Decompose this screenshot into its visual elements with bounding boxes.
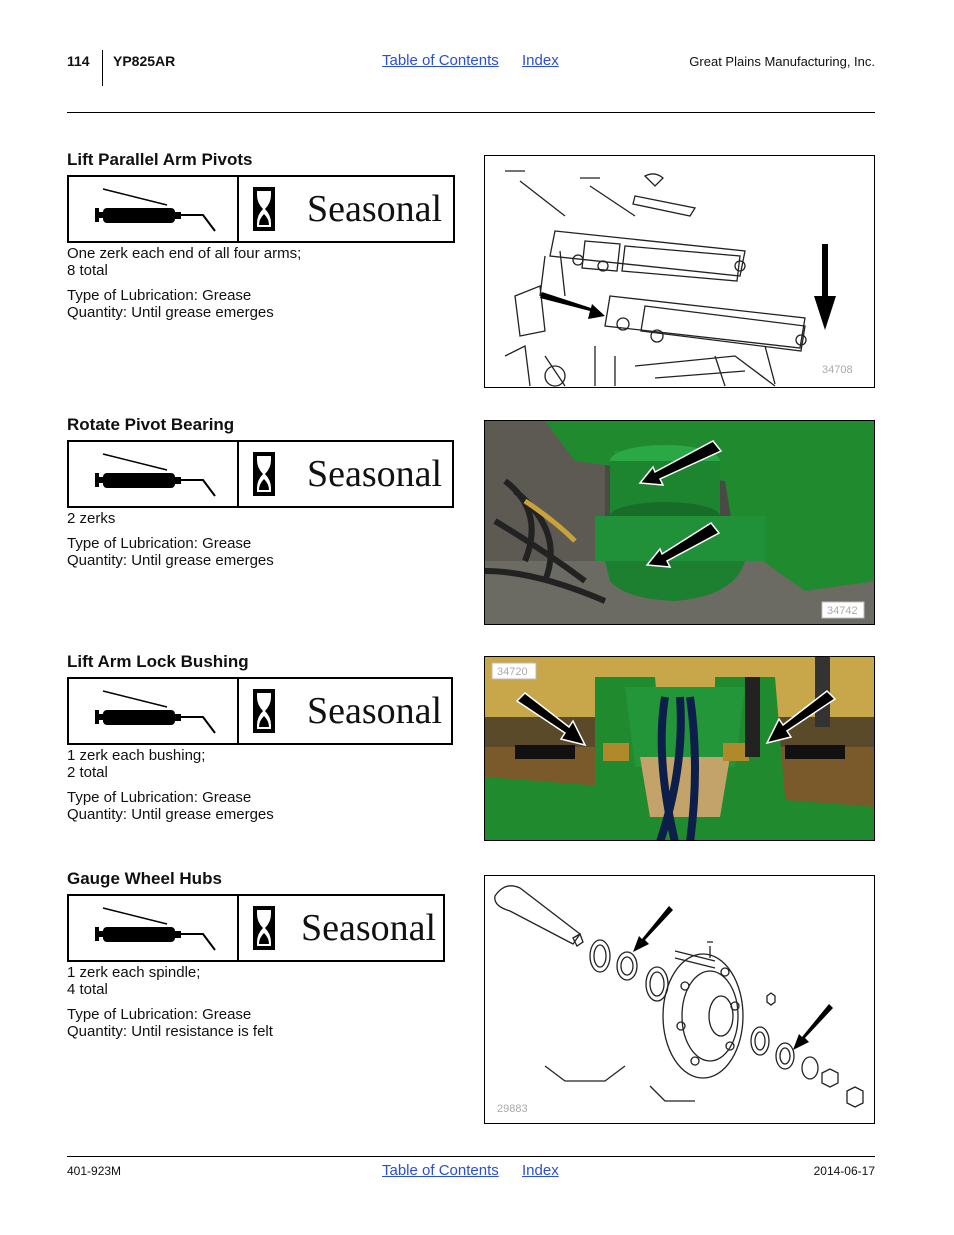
figure-lift-parallel-arms <box>484 155 875 388</box>
page-number: 114 <box>67 53 90 69</box>
lubrication-type: Type of Lubrication: Grease <box>67 789 252 806</box>
header-rule <box>67 112 875 113</box>
interval-label: Seasonal <box>307 690 443 732</box>
company-name: Great Plains Manufacturing, Inc. <box>689 54 875 69</box>
lube-interval-box <box>67 440 454 508</box>
figure-rotate-pivot-bearing <box>484 420 875 625</box>
hourglass-icon <box>253 689 275 733</box>
section-title: Lift Arm Lock Bushing <box>67 652 249 671</box>
lubrication-type: Type of Lubrication: Grease <box>67 287 252 304</box>
model-name: YP825AR <box>113 53 176 69</box>
hourglass-icon <box>253 906 275 950</box>
lube-interval-box <box>67 175 455 243</box>
lubrication-type: Type of Lubrication: Grease <box>67 1006 252 1023</box>
lubrication-spec <box>67 1006 273 1040</box>
hourglass-icon <box>253 452 275 496</box>
zerk-description: One zerk each end of all four arms; 8 total <box>67 245 302 279</box>
grease-gun-icon <box>69 442 239 506</box>
grease-gun-icon <box>69 177 239 241</box>
lubrication-type: Type of Lubrication: Grease <box>67 535 252 552</box>
figure-gauge-wheel-hub <box>484 875 875 1124</box>
lubrication-quantity: Quantity: Until resistance is felt <box>67 1023 273 1040</box>
doc-number: 401-923M <box>67 1164 122 1178</box>
grease-gun-icon <box>69 896 239 960</box>
footer-toc-link[interactable]: Table of Contents <box>382 1162 499 1179</box>
footer-rule <box>67 1156 875 1157</box>
footer-index-link[interactable]: Index <box>522 1162 559 1179</box>
figure-number: 34742 <box>827 605 858 617</box>
section-title: Gauge Wheel Hubs <box>67 869 222 888</box>
publish-date: 2014-06-17 <box>813 1164 875 1178</box>
parallel-arm-line-drawing <box>485 156 875 388</box>
figure-number: 29883 <box>497 1103 528 1115</box>
figure-number: 34708 <box>822 364 853 376</box>
lube-interval-box <box>67 894 445 962</box>
figure-lift-arm-lock-bushing <box>484 656 875 841</box>
toc-link[interactable]: Table of Contents <box>382 52 499 69</box>
interval-label: Seasonal <box>301 907 437 949</box>
figure-number: 34720 <box>497 666 528 678</box>
lubrication-spec <box>67 789 274 823</box>
zerk-description: 2 zerks <box>67 510 116 527</box>
lubrication-spec <box>67 535 274 569</box>
section-title: Rotate Pivot Bearing <box>67 415 235 434</box>
interval-label: Seasonal <box>307 453 443 495</box>
section-title: Lift Parallel Arm Pivots <box>67 150 253 169</box>
zerk-description: 1 zerk each bushing; 2 total <box>67 747 206 781</box>
lock-bushing-photo <box>485 657 875 841</box>
grease-gun-icon <box>69 679 239 743</box>
zerk-description: 1 zerk each spindle; 4 total <box>67 964 201 998</box>
lubrication-spec <box>67 287 274 321</box>
hourglass-icon <box>253 187 275 231</box>
lubrication-quantity: Quantity: Until grease emerges <box>67 304 274 321</box>
interval-label: Seasonal <box>307 188 443 230</box>
header-divider <box>102 50 103 86</box>
wheel-hub-exploded-drawing <box>485 876 875 1124</box>
index-link[interactable]: Index <box>522 52 559 69</box>
lube-interval-box <box>67 677 453 745</box>
lubrication-quantity: Quantity: Until grease emerges <box>67 552 274 569</box>
pivot-bearing-photo <box>485 421 875 625</box>
lubrication-quantity: Quantity: Until grease emerges <box>67 806 274 823</box>
